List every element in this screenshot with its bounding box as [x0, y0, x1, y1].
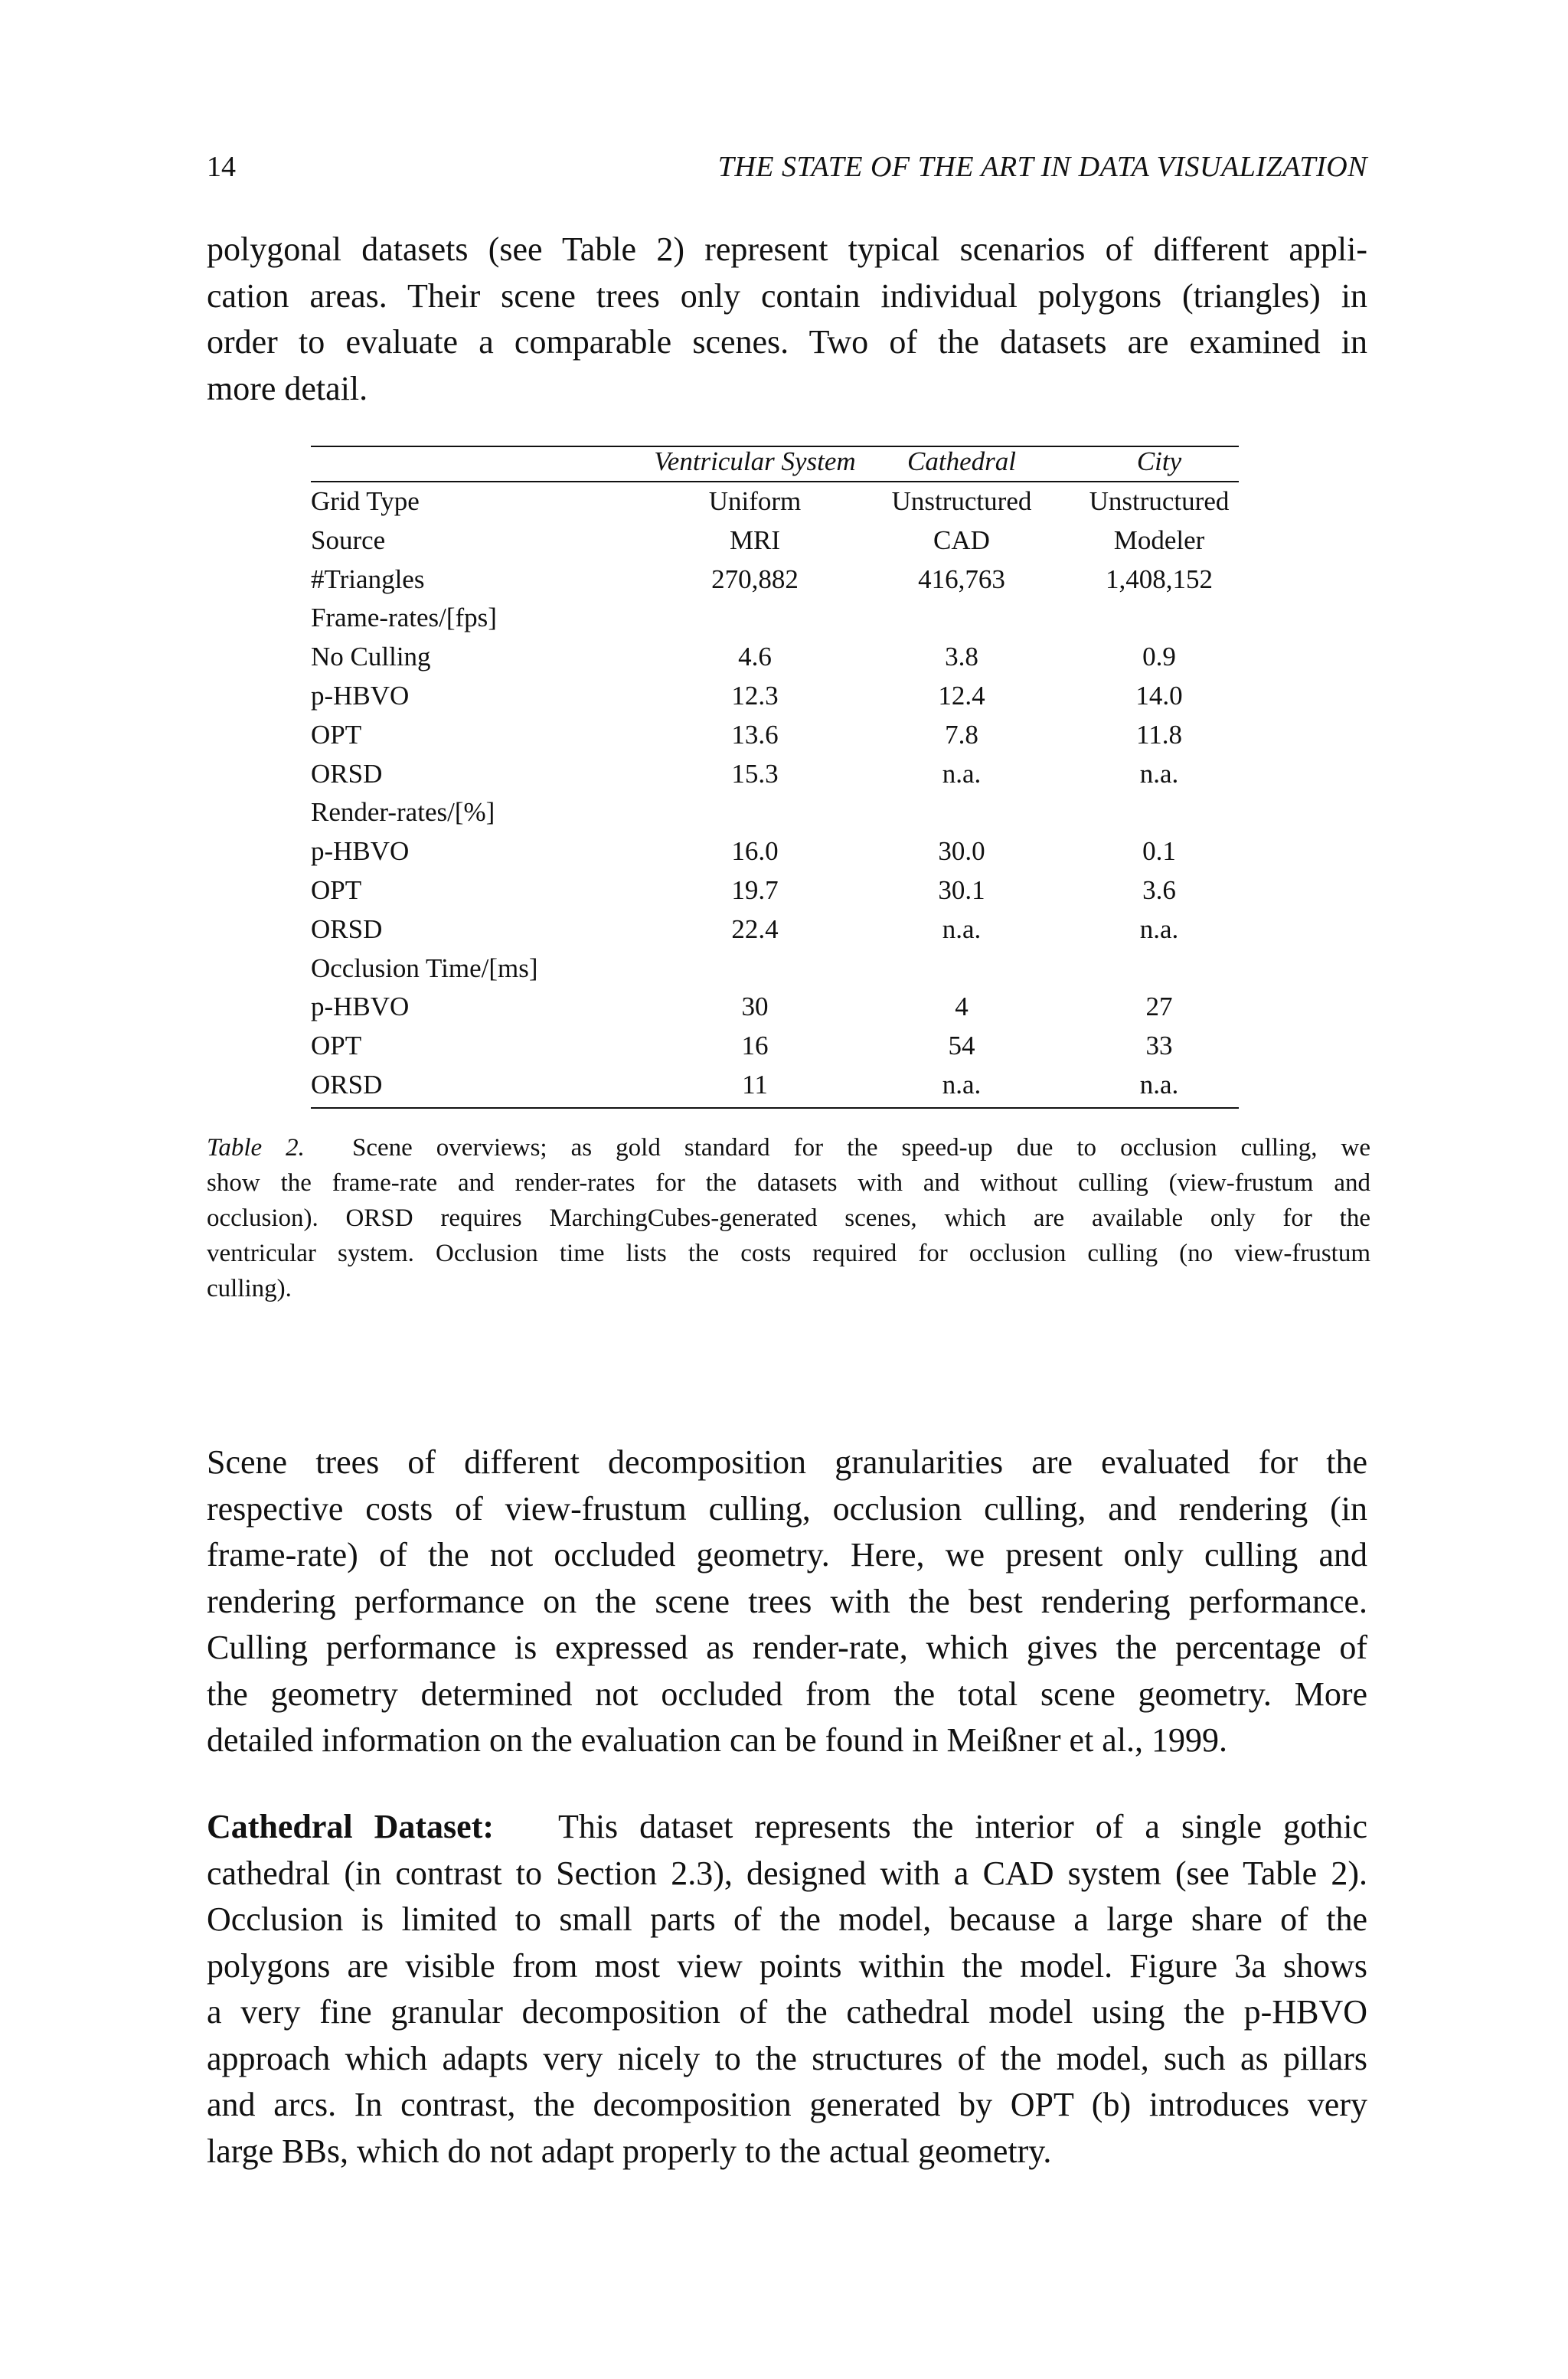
text-line: polygonal datasets (see Table 2) represent typical scenarios of different appli- [207, 230, 1367, 268]
text-line: a very fine granular decomposition of the cathedral model using the p-HBVO [207, 1993, 1367, 2031]
table-cell: 4.6 [738, 642, 772, 672]
table-cell: 4 [955, 992, 969, 1022]
table-row-label: OPT [311, 875, 362, 905]
table-header-cell: Cathedral [907, 446, 1016, 476]
table-cell: Unstructured [1089, 486, 1230, 516]
table-cell: n.a. [1139, 913, 1179, 944]
text-line: frame-rate) of the not occluded geometry. Here, we present only culling and [207, 1536, 1367, 1573]
table-cell: 3.8 [945, 642, 978, 672]
table-row [311, 755, 1239, 793]
table-row [311, 560, 1239, 599]
table-cell: 416,763 [918, 564, 1005, 594]
table-row-label: OPT [311, 1031, 362, 1061]
table-row [311, 716, 1239, 754]
text-line: order to evaluate a comparable scenes. Two of the datasets are examined in [207, 323, 1367, 361]
table-row-label: Occlusion Time/[ms] [311, 953, 538, 983]
text-line: cation areas. Their scene trees only contain individual polygons (triangles) in [207, 276, 1367, 315]
table-cell: 12.3 [731, 681, 779, 711]
table-row-label: ORSD [311, 758, 383, 789]
text-line: This dataset represents the interior of a single gothic [557, 1808, 1367, 1845]
table-cell: 15.3 [731, 758, 779, 789]
running-title: THE STATE OF THE ART IN DATA VISUALIZATION [717, 151, 1367, 183]
table-cell: n.a. [1139, 1070, 1179, 1100]
caption-label: Table 2. [207, 1134, 305, 1162]
table-cell: Uniform [708, 486, 802, 516]
table-row-label: p-HBVO [311, 992, 410, 1022]
text-line: cathedral (in contrast to Section 2.3), designed with a CAD system (see Table 2). [207, 1854, 1367, 1892]
table-row-label: OPT [311, 719, 362, 750]
table-cell: 30 [741, 992, 769, 1022]
table-cell: 1,408,152 [1106, 564, 1213, 594]
text-line: rendering performance on the scene trees with the best rendering performance. [207, 1582, 1367, 1620]
text-line: the geometry determined not occluded from the total scene geometry. More [207, 1675, 1367, 1713]
table-row-label: Frame-rates/[fps] [311, 603, 497, 633]
table-row-label: No Culling [311, 642, 431, 672]
caption-text: Scene overviews; as gold standard for the speed-up due to occlusion culling, we [351, 1134, 1370, 1162]
table-row-label: Grid Type [311, 486, 420, 516]
table-row [311, 910, 1239, 949]
table-row [311, 871, 1239, 910]
text-line: detailed information on the evaluation can be found in Meißner et al., 1999. [207, 1721, 1228, 1759]
text-line: respective costs of view-frustum culling, occlusion culling, and rendering (in [207, 1489, 1367, 1528]
table-cell: 270,882 [711, 564, 799, 594]
table-row [311, 482, 1239, 521]
table-cell: 3.6 [1142, 875, 1176, 905]
table-cell: 11 [742, 1070, 768, 1100]
section-heading: Cathedral Dataset: [207, 1808, 495, 1845]
table-bottom-rule [311, 1107, 1239, 1109]
table-cell: 22.4 [731, 913, 779, 944]
caption-line: show the frame-rate and render-rates for the datasets with and without culling (view-frustum and [207, 1169, 1370, 1197]
text-line: and arcs. In contrast, the decomposition generated by OPT (b) introduces very [207, 2086, 1367, 2123]
caption-line: ventricular system. Occlusion time lists the costs required for occlusion culling (no view-frustum [207, 1240, 1370, 1267]
table-row-label: Source [311, 524, 386, 555]
table-row [311, 599, 1239, 637]
table-cell: 0.1 [1142, 836, 1176, 867]
table-cell: 33 [1145, 1031, 1173, 1061]
text-line: Occlusion is limited to small parts of the model, because a large share of the [207, 1900, 1367, 1938]
table-cell: 0.9 [1142, 642, 1176, 672]
table-cell: 14.0 [1135, 681, 1183, 711]
table-header-cell: Ventricular System [654, 446, 856, 476]
table-cell: CAD [933, 524, 990, 555]
table-cell: MRI [729, 524, 781, 555]
text-line: Scene trees of different decomposition granularities are evaluated for the [207, 1443, 1367, 1481]
table-cell: Modeler [1113, 524, 1205, 555]
table-cell: 12.4 [938, 681, 985, 711]
caption-line: culling). [207, 1275, 292, 1302]
table-cell: 16 [741, 1031, 769, 1061]
table-row [311, 1027, 1239, 1065]
table-cell: 30.0 [938, 836, 985, 867]
table-row-label: p-HBVO [311, 836, 410, 867]
intro-paragraph [207, 227, 1367, 412]
page-number: 14 [207, 151, 236, 183]
table-row-label: ORSD [311, 1070, 383, 1100]
table-cell: 30.1 [938, 875, 985, 905]
text-line: polygons are visible from most view points within the model. Figure 3a shows [207, 1946, 1367, 1985]
table-row [311, 949, 1239, 988]
cathedral-paragraph [207, 1804, 1367, 2175]
table-cell: 13.6 [731, 719, 779, 750]
table-row [311, 793, 1239, 832]
table-row-label: ORSD [311, 913, 383, 944]
caption-line: occlusion). ORSD requires MarchingCubes-generated scenes, which are available only for the [207, 1204, 1370, 1232]
table-cell: 19.7 [731, 875, 779, 905]
table-row [311, 638, 1239, 676]
table-row-label: p-HBVO [311, 681, 410, 711]
text-line: Culling performance is expressed as render-rate, which gives the percentage of [207, 1629, 1367, 1666]
table-row [311, 988, 1239, 1026]
table-header-cell: City [1136, 446, 1182, 476]
table-cell: 27 [1145, 992, 1173, 1022]
table-cell: n.a. [942, 758, 982, 789]
table-cell: n.a. [942, 1070, 982, 1100]
table-cell: 54 [948, 1031, 975, 1061]
table-cell: 7.8 [945, 719, 978, 750]
table-row-label: #Triangles [311, 564, 425, 594]
table-row [311, 832, 1239, 871]
table-cell: n.a. [1139, 758, 1179, 789]
table-row [311, 677, 1239, 715]
table-caption [207, 1130, 1370, 1306]
text-line: approach which adapts very nicely to the structures of the model, such as pillars [207, 2039, 1367, 2077]
table-cell: 16.0 [731, 836, 779, 867]
body-paragraph [207, 1439, 1367, 1764]
table-cell: n.a. [942, 913, 982, 944]
table-row-label: Render-rates/[%] [311, 797, 495, 828]
table-cell: 11.8 [1136, 719, 1182, 750]
text-line: more detail. [207, 369, 368, 407]
table-cell: Unstructured [891, 486, 1032, 516]
text-line: large BBs, which do not adapt properly to the actual geometry. [207, 2132, 1052, 2170]
table-header-row [311, 443, 1239, 481]
table-row [311, 1066, 1239, 1104]
table-row [311, 521, 1239, 560]
